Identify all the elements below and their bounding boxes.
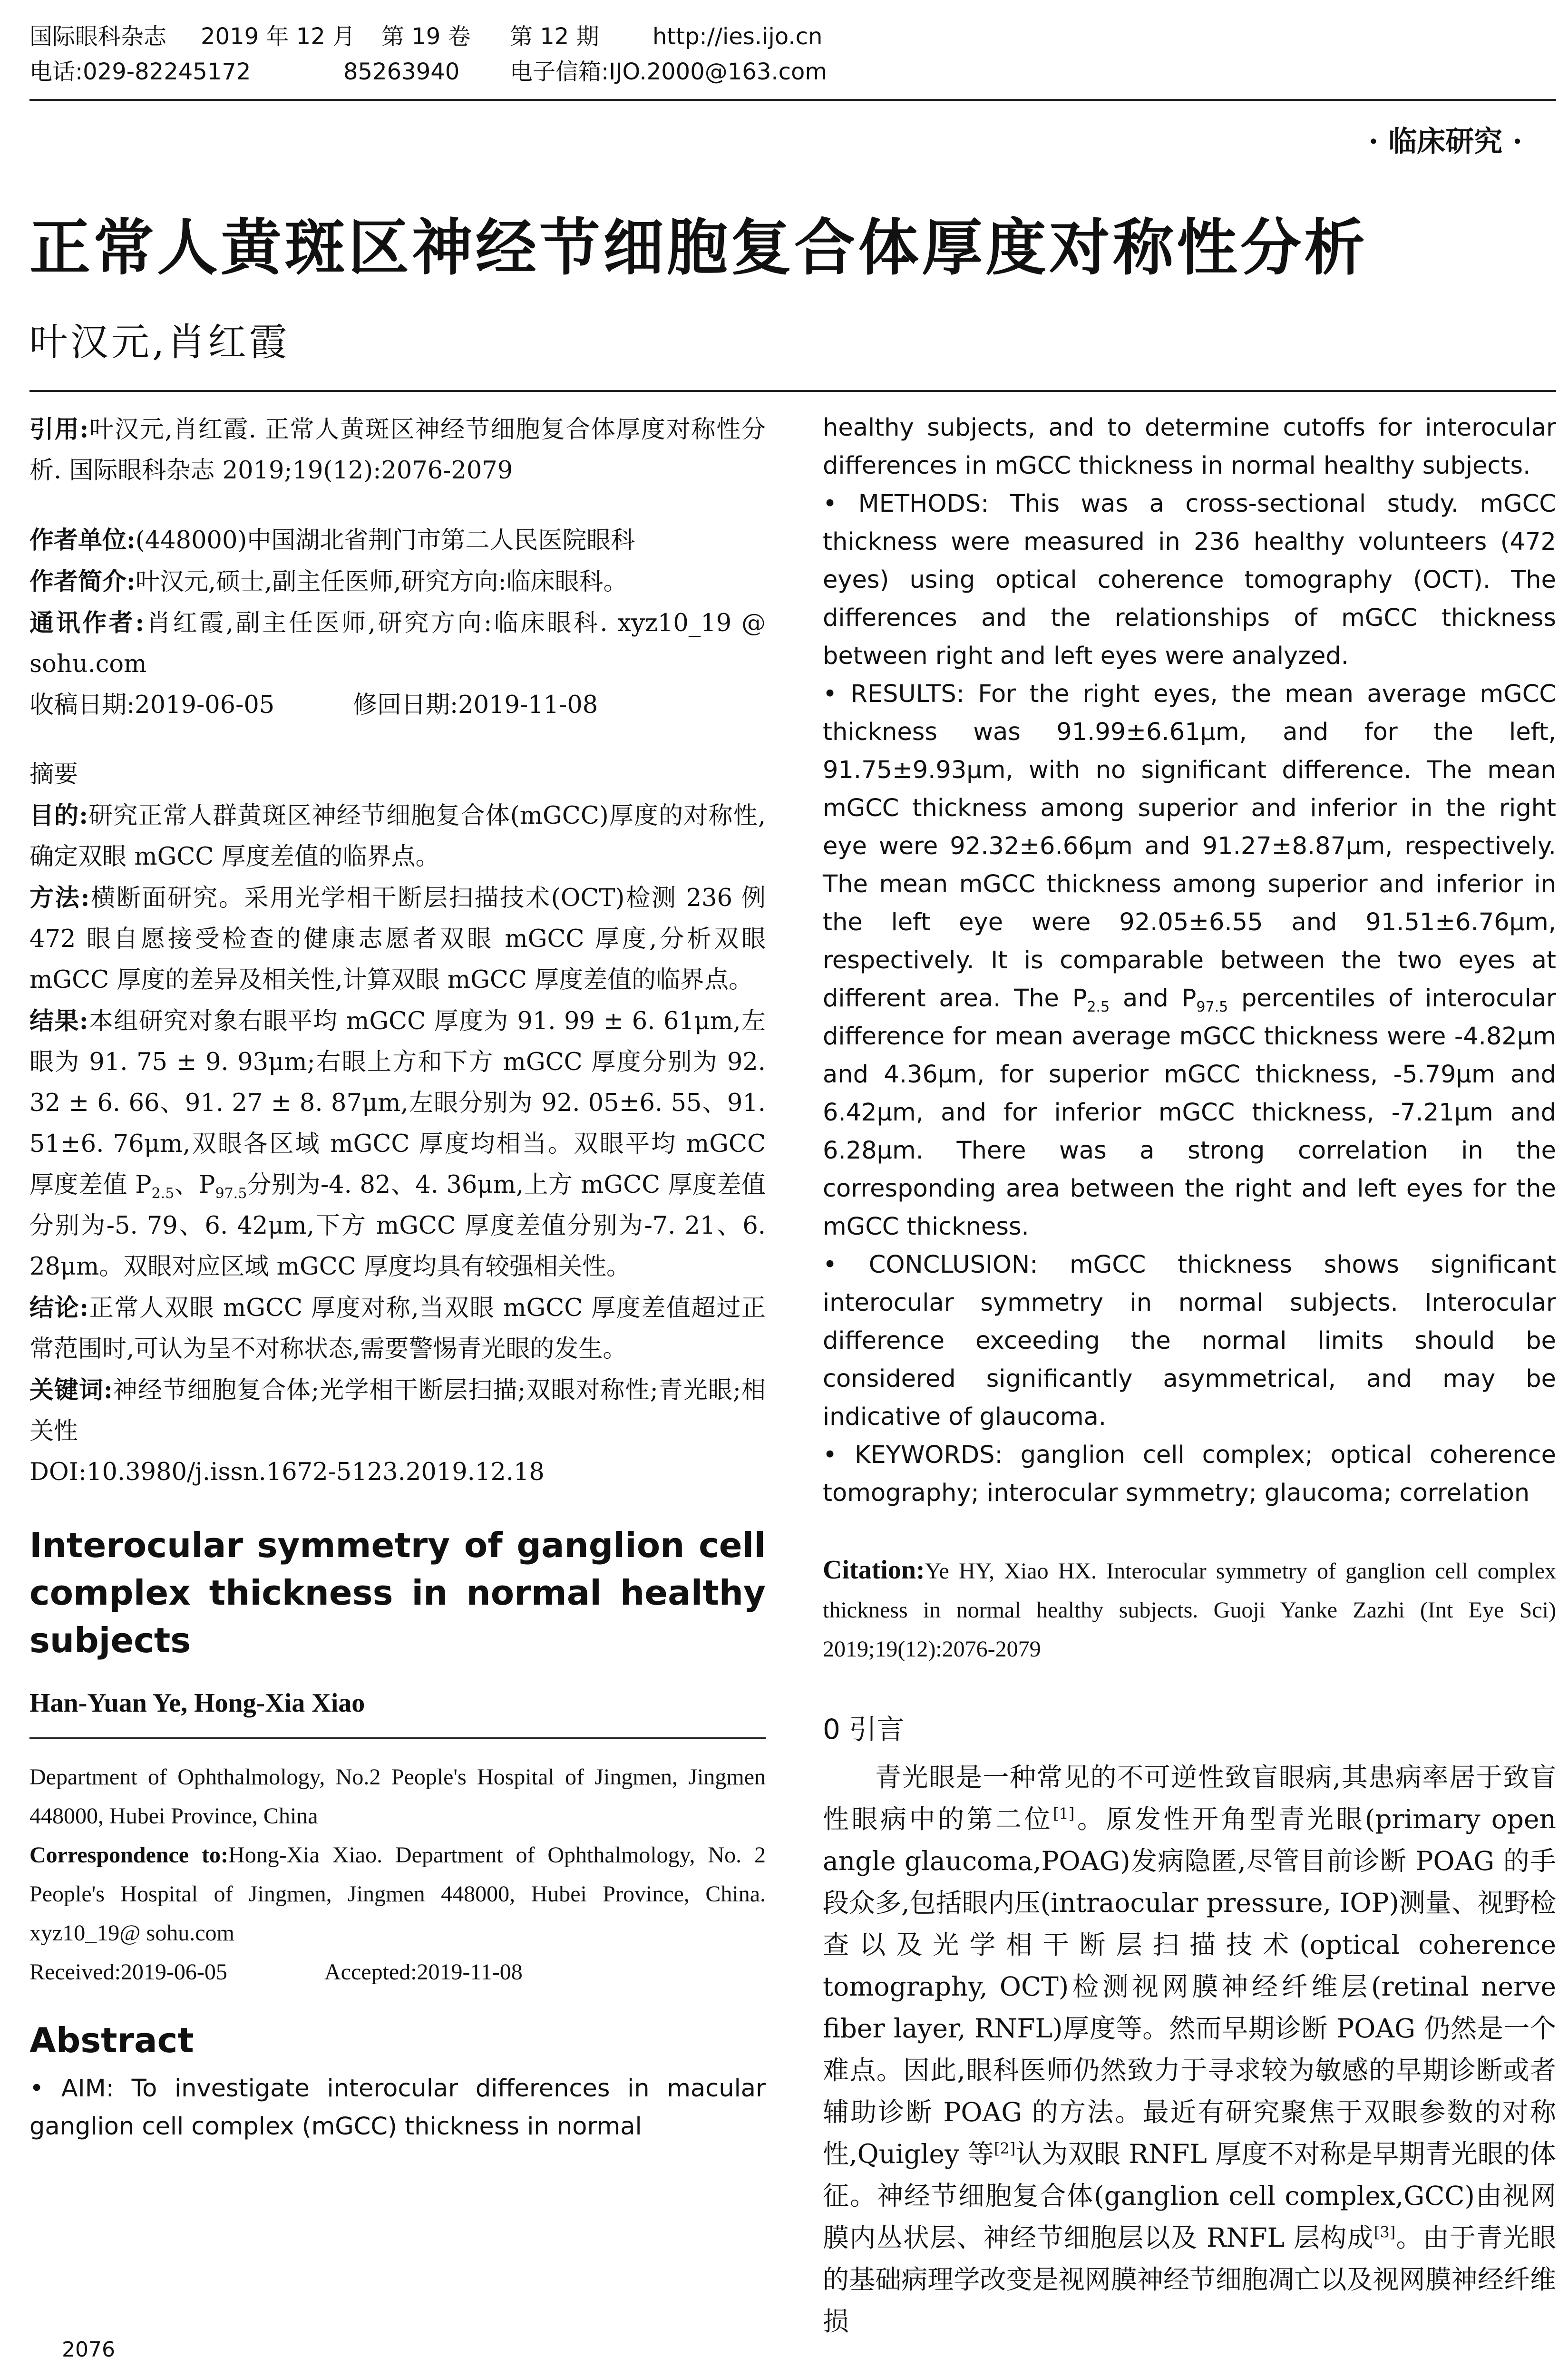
journal-email[interactable]: 电子信箱:IJO.2000@163.com — [510, 58, 828, 85]
results-en-sub-2: 97.5 — [1196, 999, 1228, 1016]
kw-text: 神经节细胞复合体;光学相干断层扫描;双眼对称性;青光眼;相关性 — [29, 1376, 766, 1445]
methods-label: 方法: — [29, 884, 90, 912]
abstract-conclusion — [29, 1287, 766, 1370]
bio-label: 作者简介: — [29, 567, 136, 596]
article-title: 正常人黄斑区神经节细胞复合体厚度对称性分析 — [29, 213, 1368, 283]
english-title: Interocular symmetry of ganglion cell complex thickness in normal healthy subjects — [29, 1525, 766, 1660]
phone-2: 85263940 — [343, 58, 460, 85]
abstract-aim-en-continued: healthy subjects, and to determine cutoffs for interocular differences in mGCC thickness in normal healthy subjects. — [823, 414, 1556, 480]
results-mid: 、P — [174, 1171, 215, 1199]
intro-a: 青光眼是一种常见的不可逆性致盲眼病,其患病率居于致盲性眼病中的第二位 — [823, 1762, 1556, 1834]
received-date: 收稿日期:2019-06-05 — [29, 691, 275, 719]
author-bio — [29, 561, 766, 603]
english-department: Department of Ophthalmology, No.2 People's Hospital of Jingmen, Jingmen 448000, Hubei Province, China — [29, 1764, 766, 1829]
revised-date: 修回日期:2019-11-08 — [353, 691, 598, 719]
methods-text: 横断面研究。采用光学相干断层扫描技术(OCT)检测 236 例 472 眼自愿接受检查的健康志愿者双眼 mGCC 厚度,分析双眼 mGCC 厚度的差异及相关性,计算双眼 mGCC 厚度差值的临界点。 — [29, 884, 766, 994]
kw-label: 关键词: — [29, 1376, 113, 1404]
results-en-mid: and P — [1110, 984, 1197, 1013]
intro-c: 认为双眼 RNFL 厚度不对称是早期青光眼的体征。神经节细胞复合体(ganglion cell complex,GCC)由视网膜内丛状层、神经节细胞层以及 RNFL 层构成 — [823, 2139, 1556, 2253]
citation-label: Citation: — [823, 1555, 925, 1585]
ref-2[interactable]: [2] — [993, 2139, 1016, 2158]
title-divider — [29, 390, 1556, 392]
en-corr-text: Hong-Xia Xiao. Department of Ophthalmology, No. 2 People's Hospital of Jingmen, Jingmen 448000, Hubei Province, China. xyz10_19@ sohu.com — [29, 1842, 766, 1946]
results-label: 结果: — [29, 1007, 88, 1035]
results-en-sub-1: 2.5 — [1087, 999, 1110, 1016]
abstract-methods-en: • METHODS: This was a cross-sectional study. mGCC thickness were measured in 236 healthy volunteers (472 eyes) using optical coherence tomography (OCT). The differences and the relationships of mGCC thickness between right and left eyes were analyzed. — [823, 490, 1556, 670]
concl-text: 正常人双眼 mGCC 厚度对称,当双眼 mGCC 厚度差值超过正常范围时,可认为呈不对称状态,需要警惕青光眼的发生。 — [29, 1294, 766, 1363]
results-text-a: 本组研究对象右眼平均 mGCC 厚度为 91. 99 ± 6. 61μm,左眼为 91. 75 ± 9. 93μm;右眼上方和下方 mGCC 厚度分别为 92. 32 ± 6. 66、91. 27 ± 8. 87μm,左眼分别为 92. 05±6. 55、91. 51±6. 76μm,双眼各区域 mGCC 厚度均相当。双眼平均 mGCC 厚度差值 P — [29, 1007, 766, 1199]
intro-heading: 0 引言 — [823, 1713, 905, 1745]
journal-name: 国际眼科杂志 — [29, 23, 167, 50]
citation-cn — [29, 409, 766, 491]
abstract-aim-en: • AIM: To investigate interocular differences in macular ganglion cell complex (mGCC) thickness in normal — [29, 2075, 766, 2141]
running-header — [29, 19, 1551, 89]
abstract-heading-cn: 摘要 — [29, 760, 78, 789]
corresponding-author — [29, 603, 766, 685]
en-accepted: Accepted:2019-11-08 — [324, 1959, 523, 1985]
abstract-heading-en: Abstract — [29, 2020, 194, 2060]
phone: 电话:029-82245172 — [29, 58, 251, 85]
citation-text: Ye HY, Xiao HX. Interocular symmetry of ganglion cell complex thickness in normal healthy subjects. Guoji Yanke Zazhi (Int Eye Sci) 2019;19(12):2076-2079 — [823, 1559, 1556, 1662]
authors-cn: 叶汉元,肖红霞 — [29, 320, 290, 364]
results-text-b: 分别为-4. 82、4. 36μm,上方 mGCC 厚度差值分别为-5. 79、6. 42μm,下方 mGCC 厚度差值分别为-7. 21、6. 28μm。双眼对应区域 mGCC 厚度均具有较强相关性。 — [29, 1171, 766, 1281]
unit-label: 作者单位: — [29, 526, 136, 555]
corr-text: 肖红霞,副主任医师,研究方向:临床眼科. xyz10_19 @ sohu.com — [29, 609, 766, 678]
cite-text: 叶汉元,肖红霞. 正常人黄斑区神经节细胞复合体厚度对称性分析. 国际眼科杂志 2019;19(12):2076-2079 — [29, 416, 766, 485]
en-corr-label: Correspondence to: — [29, 1842, 228, 1868]
journal-url[interactable]: http://ies.ijo.cn — [653, 23, 823, 50]
concl-label: 结论: — [29, 1294, 89, 1322]
results-sub-1: 2.5 — [151, 1185, 175, 1202]
authors-divider — [29, 1737, 766, 1739]
cite-label: 引用: — [29, 415, 89, 444]
header-divider — [29, 99, 1556, 101]
issue: 第 12 期 — [510, 23, 599, 50]
aim-label: 目的: — [29, 801, 88, 830]
doi[interactable]: DOI:10.3980/j.issn.1672-5123.2019.12.18 — [29, 1458, 545, 1486]
abstract-aim — [29, 795, 766, 877]
volume: 第 19 卷 — [381, 23, 471, 50]
english-correspondence — [29, 1836, 766, 1953]
ref-3[interactable]: [3] — [1373, 2223, 1396, 2241]
page-number: 2076 — [62, 2338, 115, 2362]
english-dates — [29, 1953, 766, 1992]
bio-text: 叶汉元,硕士,副主任医师,研究方向:临床眼科。 — [135, 568, 628, 596]
abstract-conclusion-en: • CONCLUSION: mGCC thickness shows significant interocular symmetry in normal subjects. Interocular difference exceeding the normal limits should be considered significantly asymmetrical, and may be indicative of glaucoma. — [823, 1251, 1556, 1431]
intro-paragraph — [823, 1756, 1556, 2342]
abstract-results-en — [823, 675, 1556, 1246]
results-en-a: • RESULTS: For the right eyes, the mean average mGCC thickness was 91.99±6.61μm, and for the left, 91.75±9.93μm, with no significant difference. The mean mGCC thickness among superior and inferior in the right eye were 92.32±6.66μm and 91.27±8.87μm, respectively. The mean mGCC thickness among superior and inferior in the left eye were 92.05±6.55 and 91.51±6.76μm, respectively. It is comparable between the two eyes at different area. The P — [823, 680, 1556, 1013]
intro-d: 。由于青光眼的基础病理学改变是视网膜神经节细胞凋亡以及视网膜神经纤维损 — [823, 2222, 1556, 2337]
ref-1[interactable]: [1] — [1053, 1804, 1075, 1823]
abstract-results — [29, 1001, 766, 1287]
english-authors: Han-Yuan Ye, Hong-Xia Xiao — [29, 1688, 365, 1718]
dates-cn — [29, 685, 766, 726]
abstract-methods — [29, 877, 766, 1001]
corr-label: 通讯作者: — [29, 609, 145, 637]
author-unit — [29, 520, 766, 561]
issue-date: 2019 年 12 月 — [201, 23, 356, 50]
unit-text: (448000)中国湖北省荆门市第二人民医院眼科 — [135, 526, 635, 555]
intro-b: 。原发性开角型青光眼(primary open angle glaucoma,POAG)发病隐匿,尽管目前诊断 POAG 的手段众多,包括眼内压(intraocular pressure, IOP)测量、视野检查以及光学相干断层扫描技术(optical coherence tomography, OCT)检测视网膜神经纤维层(retinal nerve fiber layer, RNFL)厚度等。然而早期诊断 POAG 仍然是一个难点。因此,眼科医师仍然致力于寻求较为敏感的早期诊断或者辅助诊断 POAG 的方法。最近有研究聚焦于双眼参数的对称性,Quigley 等 — [823, 1804, 1556, 2169]
section-tag: · 临床研究 · — [1368, 125, 1522, 158]
keywords-en: • KEYWORDS: ganglion cell complex; optical coherence tomography; interocular symmetry; glaucoma; correlation — [823, 1441, 1556, 1507]
en-received: Received:2019-06-05 — [29, 1959, 227, 1985]
aim-text: 研究正常人群黄斑区神经节细胞复合体(mGCC)厚度的对称性,确定双眼 mGCC 厚度差值的临界点。 — [29, 802, 766, 871]
left-column — [29, 409, 766, 2146]
citation-en — [823, 1550, 1556, 1669]
results-sub-2: 97.5 — [215, 1185, 247, 1202]
right-column — [823, 409, 1556, 2342]
keywords-cn — [29, 1370, 766, 1452]
results-en-b: percentiles of interocular difference for mean average mGCC thickness were -4.82μm and 4.36μm, for superior mGCC thickness, -5.79μm and 6.42μm, and for inferior mGCC thickness, -7.21μm and 6.28μm. There was a strong correlation in the corresponding area between the right and left eyes for the mGCC thickness. — [823, 984, 1556, 1241]
